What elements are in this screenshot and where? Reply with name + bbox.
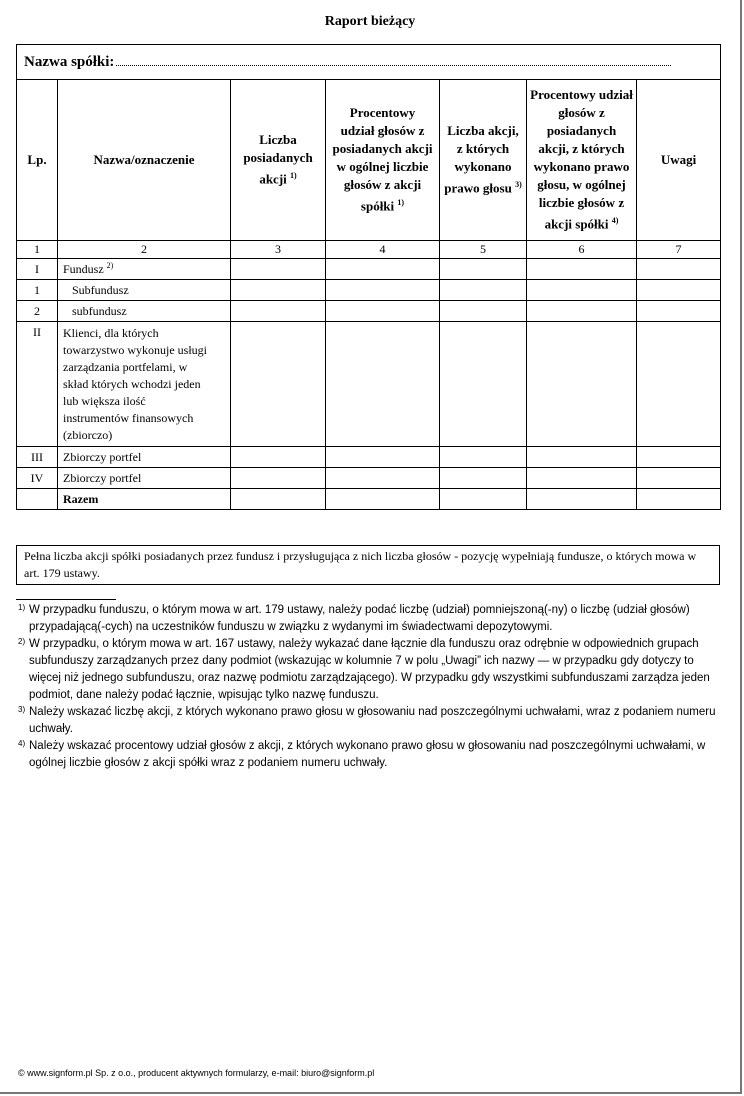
- row-lp: I: [17, 259, 58, 280]
- row-name: Zbiorczy portfel: [58, 447, 231, 468]
- row-lp: II: [17, 322, 58, 447]
- header-remarks: Uwagi: [637, 80, 721, 241]
- col-number: 4: [326, 241, 440, 259]
- column-number-row: [17, 241, 721, 259]
- cell-shares[interactable]: [231, 259, 326, 280]
- header-voted-shares-sup: 3): [515, 180, 522, 190]
- cell-voted-share-pct[interactable]: [527, 301, 637, 322]
- col-number: 3: [231, 241, 326, 259]
- cell-remarks[interactable]: [637, 322, 721, 447]
- company-row: [17, 45, 721, 80]
- cell-voted-share-pct[interactable]: [527, 280, 637, 301]
- footnote-text: W przypadku, o którym mowa w art. 167 ustawy, należy wykazać dane łącznie dla funduszu oraz odrębnie w odpowiednich grupach subfunduszy zarządzanych przez dany podmiot (wskazując w kolumnie 7 w polu „Uwagi” ich nazwy — w przypadku gdy dotyczy to więcej niż jednego subfunduszu, oraz nazwę podmiotu zarządzającego). W przypadku gdy wszystkimi subfunduszami zarządza jeden podmiot, dane należy podać łącznie, wpisując tylko nazwę funduszu.: [29, 638, 710, 701]
- cell-shares[interactable]: [231, 489, 326, 510]
- cell-vote-share[interactable]: [326, 447, 440, 468]
- page-title: Raport bieżący: [324, 14, 416, 29]
- footnote-divider: [16, 599, 116, 600]
- footnote-mark: 2): [18, 637, 26, 646]
- cell-shares[interactable]: [231, 468, 326, 489]
- cell-shares[interactable]: [231, 447, 326, 468]
- col-number: 7: [637, 241, 721, 259]
- cell-remarks[interactable]: [637, 301, 721, 322]
- footnote: [18, 602, 718, 636]
- footnote-text: Należy wskazać procentowy udział głosów z akcji, z których wykonano prawo głosu w głosowaniu nad poszczególnymi uchwałami, w ogólnej liczbie głosów z akcji spółki wraz z podaniem numeru uchwały.: [29, 740, 706, 769]
- table-row: [17, 468, 721, 489]
- header-voted-shares: [440, 80, 527, 241]
- footnote-text: Należy wskazać liczbę akcji, z których wykonano prawo głosu w głosowaniu nad poszczególnymi uchwałami, wraz z podaniem numeru uchwały.: [29, 706, 716, 735]
- row-name: subfundusz: [58, 301, 231, 322]
- cell-voted-share-pct[interactable]: [527, 259, 637, 280]
- cell-voted-share-pct[interactable]: [527, 468, 637, 489]
- cell-vote-share[interactable]: [326, 322, 440, 447]
- cell-remarks[interactable]: [637, 447, 721, 468]
- header-lp: Lp.: [17, 80, 58, 241]
- cell-remarks[interactable]: [637, 489, 721, 510]
- col-number: 6: [527, 241, 637, 259]
- cell-remarks[interactable]: [637, 468, 721, 489]
- cell-voted-shares[interactable]: [440, 489, 527, 510]
- footnote-mark: 1): [18, 603, 26, 612]
- header-voted-shares-text: Liczba akcji, z których wykonano prawo głosu: [444, 123, 519, 196]
- header-name: Nazwa/oznaczenie: [58, 80, 231, 241]
- cell-remarks[interactable]: [637, 259, 721, 280]
- header-voted-share-pct-text: Procentowy udział głosów z posiadanych akcji, z których wykonano prawo głosu, w ogólnej liczbie głosów z akcji spółki: [530, 87, 633, 232]
- footnotes: [18, 602, 718, 772]
- row-lp: [17, 489, 58, 510]
- header-voted-share-pct-sup: 4): [611, 216, 619, 226]
- row-lp: IV: [17, 468, 58, 489]
- row-lp: III: [17, 447, 58, 468]
- cell-vote-share[interactable]: [326, 280, 440, 301]
- cell-voted-shares[interactable]: [440, 322, 527, 447]
- row-lp: 1: [17, 280, 58, 301]
- header-shares: [231, 80, 326, 241]
- row-name-sup: 2): [106, 261, 114, 270]
- cell-voted-shares[interactable]: [440, 280, 527, 301]
- cell-shares[interactable]: [231, 280, 326, 301]
- row-name: [58, 259, 231, 280]
- row-name-text: Fundusz: [63, 262, 104, 276]
- footnote-mark: 3): [18, 705, 26, 714]
- header-shares-sup: 1): [290, 171, 297, 181]
- cell-shares[interactable]: [231, 301, 326, 322]
- table-row: [17, 280, 721, 301]
- cell-vote-share[interactable]: [326, 468, 440, 489]
- cell-voted-shares[interactable]: [440, 301, 527, 322]
- row-lp: 2: [17, 301, 58, 322]
- cell-vote-share[interactable]: [326, 301, 440, 322]
- header-vote-share: [326, 80, 440, 241]
- total-row: [17, 489, 721, 510]
- cell-voted-shares[interactable]: [440, 447, 527, 468]
- cell-voted-shares[interactable]: [440, 259, 527, 280]
- table-row: [17, 447, 721, 468]
- table-row: [17, 322, 721, 447]
- row-name: Subfundusz: [58, 280, 231, 301]
- header-voted-share-pct: [527, 80, 637, 241]
- row-name: Zbiorczy portfel: [58, 468, 231, 489]
- footnote-mark: 4): [18, 739, 26, 748]
- cell-voted-share-pct[interactable]: [527, 322, 637, 447]
- cell-remarks[interactable]: [637, 280, 721, 301]
- row-name: Razem: [58, 489, 231, 510]
- company-label: Nazwa spółki:: [24, 53, 115, 70]
- cell-vote-share[interactable]: [326, 259, 440, 280]
- table-row: [17, 301, 721, 322]
- col-number: 2: [58, 241, 231, 259]
- cell-voted-share-pct[interactable]: [527, 489, 637, 510]
- footer-copyright: © www.signform.pl Sp. z o.o., producent aktywnych formularzy, e-mail: biuro@signform.pl: [18, 1068, 375, 1078]
- header-vote-share-sup: 1): [397, 198, 405, 208]
- cell-shares[interactable]: [231, 322, 326, 447]
- cell-voted-share-pct[interactable]: [527, 447, 637, 468]
- footnote: [18, 704, 718, 738]
- footnote: [18, 636, 718, 704]
- col-number: 1: [17, 241, 58, 259]
- table-row: [17, 259, 721, 280]
- company-dotted-line[interactable]: [116, 55, 671, 66]
- col-number: 5: [440, 241, 527, 259]
- cell-vote-share[interactable]: [326, 489, 440, 510]
- header-shares-text: Liczba posiadanych akcji: [243, 132, 313, 187]
- cell-voted-shares[interactable]: [440, 468, 527, 489]
- footnote-text: W przypadku funduszu, o którym mowa w art. 179 ustawy, należy podać liczbę (udział) pomniejszoną(-ny) o liczbę (udział głosów) przypadającą(-cych) na uczestników funduszu w związku z wydanymi im świadectwami depozytowymi.: [29, 604, 690, 633]
- note-box: Pełna liczba akcji spółki posiadanych przez fundusz i przysługująca z nich liczba głosów - pozycję wypełniają fundusze, o których mowa w art. 179 ustawy.: [16, 545, 720, 585]
- header-vote-share-text: Procentowy udział głosów z posiadanych akcji w ogólnej liczbie głosów z akcji spółki: [332, 105, 433, 214]
- footnote: [18, 738, 718, 772]
- company-field[interactable]: [17, 45, 721, 80]
- header-row: [17, 80, 721, 241]
- report-table: [16, 44, 721, 510]
- row-name: Klienci, dla których towarzystwo wykonuje usługi zarządzania portfelami, w skład których wchodzi jeden lub większa ilość instrumentów finansowych (zbiorczo): [58, 322, 231, 447]
